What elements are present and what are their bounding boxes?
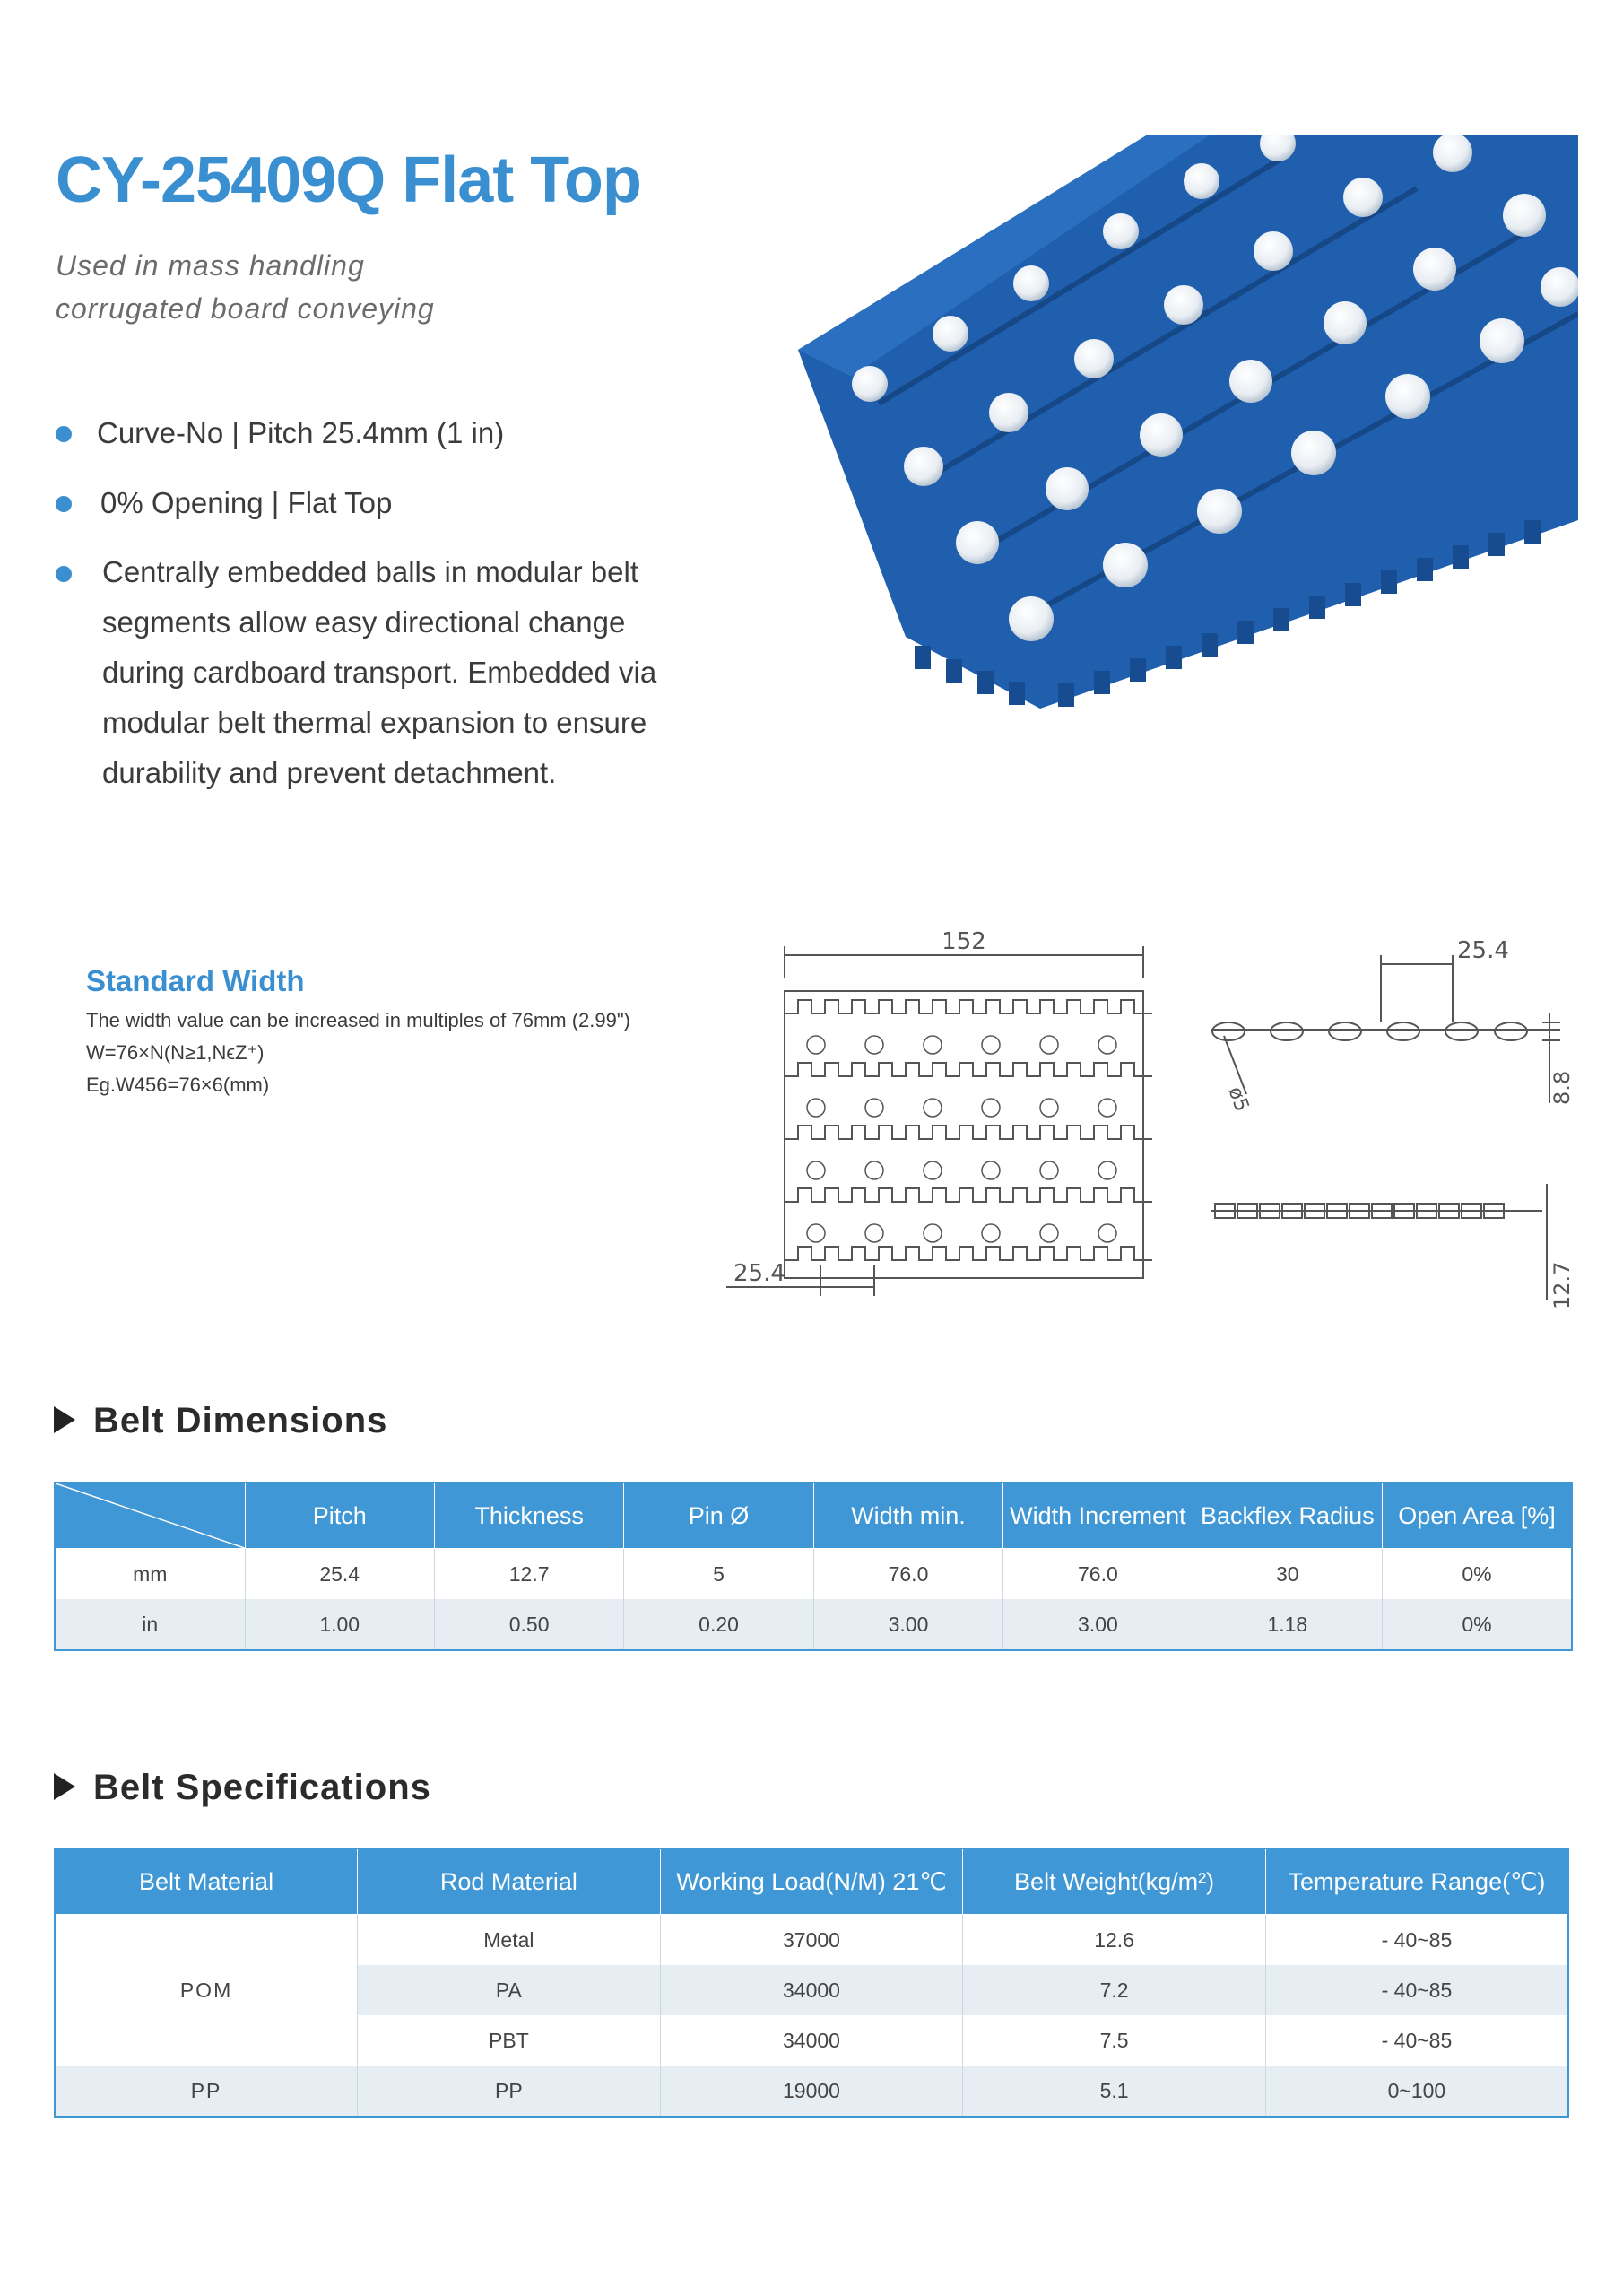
feature-opening: 0% Opening | Flat Top <box>100 486 393 519</box>
feature-description <box>102 547 712 798</box>
table-cell: 76.0 <box>813 1549 1002 1600</box>
column-header: Belt Material <box>55 1848 358 1915</box>
table-cell: 7.5 <box>963 2015 1266 2066</box>
section-arrow-icon <box>54 1406 75 1433</box>
section-arrow-icon <box>54 1773 75 1800</box>
table-cell: 3.00 <box>813 1599 1002 1650</box>
table-cell: - 40~85 <box>1265 2015 1568 2066</box>
column-header: Working Load(N/M) 21℃ <box>660 1848 963 1915</box>
standard-width-example: Eg.W456=76×6(mm) <box>86 1074 270 1096</box>
table-cell: 25.4 <box>245 1549 434 1600</box>
unit-cell: mm <box>55 1549 245 1600</box>
standard-width-formula: W=76×N(N≥1,NϵZ⁺) <box>86 1041 265 1064</box>
standard-width-title: Standard Width <box>86 964 305 997</box>
column-header: Thickness <box>434 1483 623 1549</box>
bullet-dot <box>56 566 72 582</box>
thickness-label: 12.7 <box>1549 1261 1575 1309</box>
description-line: Centrally embedded balls in modular belt <box>102 555 638 588</box>
description-line: durability and prevent detachment. <box>102 756 557 789</box>
corner-header-cell <box>55 1483 245 1549</box>
table-cell: 5.1 <box>963 2066 1266 2117</box>
bullet-dot <box>56 426 72 442</box>
table-cell: 34000 <box>660 1965 963 2015</box>
column-header: Temperature Range(℃) <box>1265 1848 1568 1915</box>
product-photo <box>789 135 1578 709</box>
description-line: modular belt thermal expansion to ensure <box>102 706 647 739</box>
description-line: during cardboard transport. Embedded via <box>102 656 657 689</box>
table-cell: 0.50 <box>434 1599 623 1650</box>
table-cell: 30 <box>1193 1549 1382 1600</box>
table-cell: 12.6 <box>963 1915 1266 1966</box>
table-header-row <box>55 1848 1568 1915</box>
table-cell: 0.20 <box>624 1599 813 1650</box>
table-cell: 7.2 <box>963 1965 1266 2015</box>
column-header: Width Increment <box>1003 1483 1193 1549</box>
table-cell: 3.00 <box>1003 1599 1193 1650</box>
subtitle-line-1: Used in mass handling <box>56 249 365 282</box>
table-cell: 1.00 <box>245 1599 434 1650</box>
column-header: Rod Material <box>358 1848 661 1915</box>
side-view-drawing <box>1202 924 1596 1309</box>
pin-diameter-label: ø5 <box>1223 1083 1254 1115</box>
belt-specifications-title: Belt Specifications <box>93 1768 431 1807</box>
height-label: 8.8 <box>1549 1070 1575 1105</box>
belt-material-cell: POM <box>55 1915 358 2066</box>
column-header: Open Area [%] <box>1383 1483 1572 1549</box>
bullet-dot <box>56 496 72 512</box>
table-cell: 34000 <box>660 2015 963 2066</box>
table-cell: 5 <box>624 1549 813 1600</box>
side-pitch-label: 25.4 <box>1457 937 1509 964</box>
column-header: Width min. <box>813 1483 1002 1549</box>
table-cell: PP <box>358 2066 661 2117</box>
belt-specifications-table <box>54 1848 1569 2118</box>
pitch-dimension-label: 25.4 <box>733 1260 785 1287</box>
column-header: Backflex Radius <box>1193 1483 1382 1549</box>
top-dimension-label: 152 <box>942 928 986 955</box>
table-header-row <box>55 1483 1572 1549</box>
table-cell: 19000 <box>660 2066 963 2117</box>
table-cell: - 40~85 <box>1265 1965 1568 2015</box>
subtitle-line-2: corrugated board conveying <box>56 292 435 325</box>
table-cell: PA <box>358 1965 661 2015</box>
belt-dimensions-table <box>54 1482 1573 1651</box>
table-cell: 76.0 <box>1003 1549 1193 1600</box>
column-header: Pin Ø <box>624 1483 813 1549</box>
table-cell: PBT <box>358 2015 661 2066</box>
column-header: Belt Weight(kg/m²) <box>963 1848 1266 1915</box>
table-row <box>55 1915 1568 1966</box>
table-cell: - 40~85 <box>1265 1915 1568 1966</box>
feature-pitch: Curve-No | Pitch 25.4mm (1 in) <box>97 416 505 449</box>
table-row <box>55 1549 1572 1600</box>
column-header: Pitch <box>245 1483 434 1549</box>
belt-material-cell: PP <box>55 2066 358 2117</box>
page-title: CY-25409Q Flat Top <box>56 144 641 216</box>
description-line: segments allow easy directional change <box>102 605 626 639</box>
table-row <box>55 1599 1572 1650</box>
standard-width-note: The width value can be increased in multiples of 76mm (2.99") <box>86 1009 630 1031</box>
table-cell: 37000 <box>660 1915 963 1966</box>
table-cell: 0% <box>1383 1599 1572 1650</box>
table-row <box>55 2066 1568 2117</box>
table-cell: 12.7 <box>434 1549 623 1600</box>
table-cell: 0~100 <box>1265 2066 1568 2117</box>
top-view-drawing <box>717 924 1184 1300</box>
unit-cell: in <box>55 1599 245 1650</box>
belt-dimensions-title: Belt Dimensions <box>93 1401 388 1440</box>
table-cell: 0% <box>1383 1549 1572 1600</box>
table-cell: 1.18 <box>1193 1599 1382 1650</box>
table-cell: Metal <box>358 1915 661 1966</box>
